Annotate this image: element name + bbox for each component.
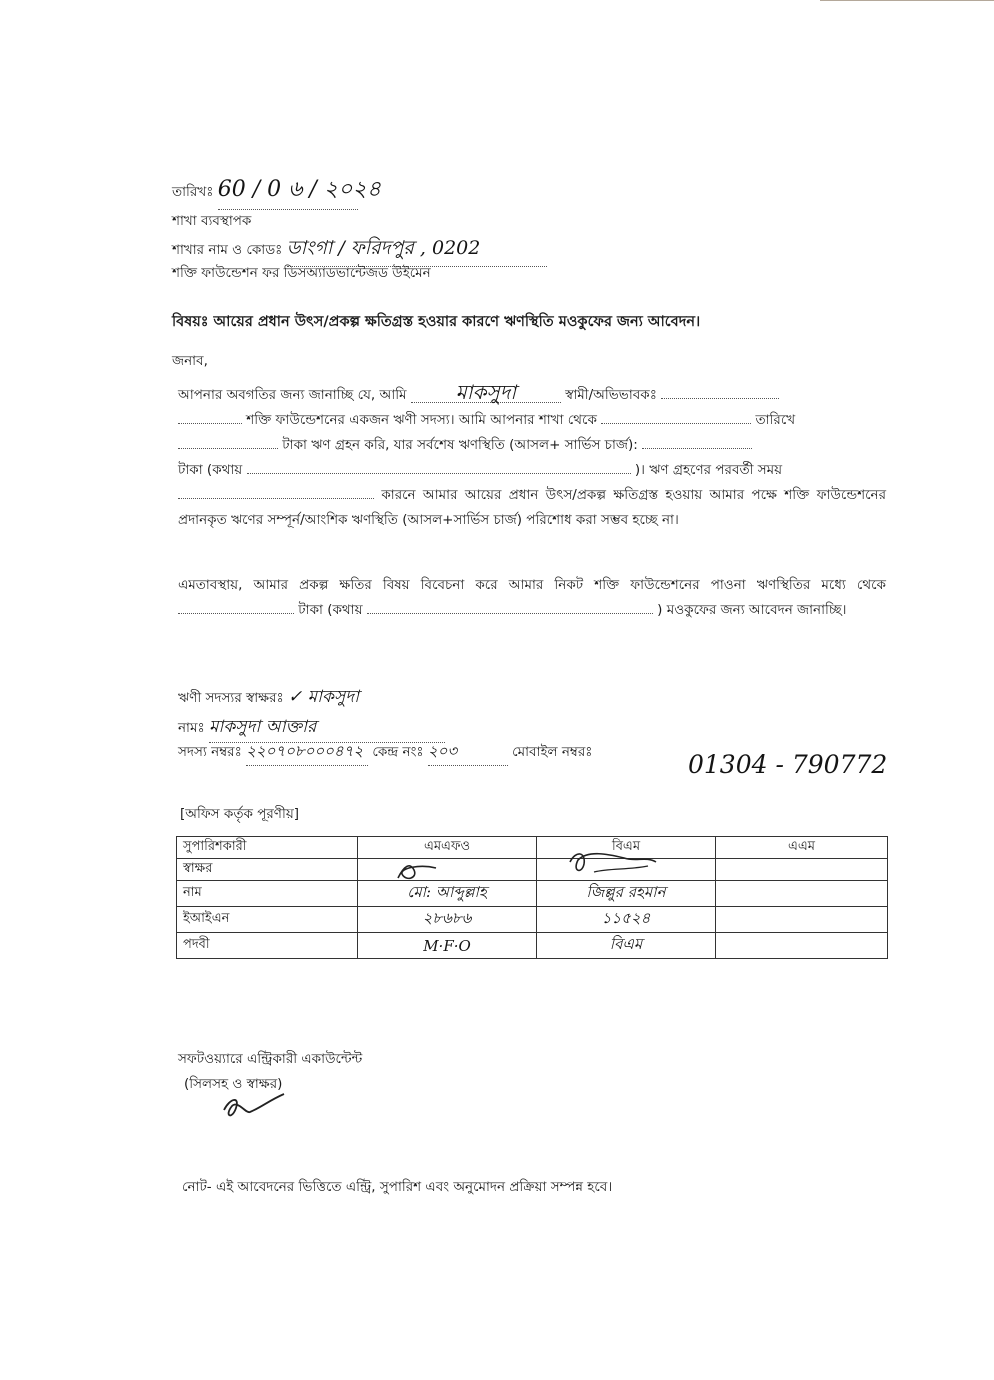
- guardian-blank: [661, 398, 779, 399]
- accountant-title: সফটওয়্যারে এন্ট্রিকারী একাউন্টেন্ট: [178, 1051, 363, 1067]
- subject-line: বিষয়ঃ আয়ের প্রধান উৎস/প্রকল্প ক্ষতিগ্রস্ত হওয়ার কারণে ঋণস্থিতি মওকুফের জন্য আবেদন।: [172, 314, 701, 330]
- am-signature-cell: [716, 859, 888, 881]
- accountant-seal-note: (সিলসহ ও স্বাক্ষর): [184, 1076, 283, 1092]
- signature-label: ঋণী সদস্যর স্বাক্ষরঃ: [178, 690, 284, 706]
- body-text: টাকা (কথায়: [298, 602, 363, 618]
- bm-designation: বিএম: [537, 933, 716, 959]
- balance-blank: [642, 448, 752, 449]
- date-line: [172, 172, 381, 210]
- organization-name: শক্তি ফাউন্ডেশন ফর ডিসঅ্যাডভান্টেজড উইমেন: [172, 265, 431, 281]
- body-text: তারিখে: [755, 412, 796, 428]
- salutation: জনাব,: [172, 353, 208, 369]
- table-row: [177, 837, 888, 859]
- row-label-signature: স্বাক্ষর: [177, 859, 358, 881]
- center-label: কেন্দ্র নংঃ: [372, 744, 424, 760]
- bm-name: জিল্লুর রহমান: [537, 881, 716, 907]
- office-caption: [অফিস কর্তৃক পূরণীয়]: [180, 806, 300, 822]
- body-paragraph-2: [178, 573, 886, 623]
- mobile-number: 01304 - 790772: [688, 750, 888, 779]
- mfo-signature-scribble: [380, 856, 450, 886]
- table-row: [177, 881, 888, 907]
- branch-label: শাখার নাম ও কোডঃ: [172, 242, 283, 258]
- table-row: [177, 933, 888, 959]
- amount-words-blank: [247, 473, 631, 474]
- mfo-ein: ২৮৬৮৬: [358, 907, 537, 933]
- center-number: ২০৩: [428, 740, 508, 766]
- body-text: শক্তি ফাউন্ডেশনের একজন ঋণী সদস্য। আমি আপনার শাখা থেকে: [246, 412, 597, 428]
- reason-blank: [178, 498, 374, 499]
- body-text: স্বামী/অভিভাবকঃ: [565, 387, 657, 403]
- member-name: মাকসুদা আক্তার: [209, 714, 445, 743]
- recipient-designation: শাখা ব্যবস্থাপক: [172, 213, 252, 229]
- date-label: তারিখঃ: [172, 184, 214, 200]
- am-name-cell: [716, 881, 888, 907]
- header-mfo: এমএফও: [358, 837, 537, 859]
- am-ein-cell: [716, 907, 888, 933]
- date-value: 60 / 0 ৬ / ২০২৪: [218, 172, 358, 210]
- body-text: টাকা (কথায়: [178, 462, 243, 478]
- table-row: [177, 907, 888, 933]
- body-text: ) মওকুফের জন্য আবেদন জানাচ্ছি।: [657, 602, 847, 618]
- member-signature: ✓ মাকসুদা: [288, 687, 360, 707]
- body-paragraph-1: [178, 382, 886, 533]
- mobile-label: মোবাইল নম্বরঃ: [512, 744, 593, 760]
- header-bm: বিএম: [537, 837, 716, 859]
- scan-edge-line: [820, 0, 994, 1]
- footer-note: নোট- এই আবেদনের ভিত্তিতে এন্ট্রি, সুপারিশ এবং অনুমোদন প্রক্রিয়া সম্পন্ন হবে।: [182, 1179, 613, 1195]
- table-row: [177, 859, 888, 881]
- row-label-name: নাম: [177, 881, 358, 907]
- am-designation-cell: [716, 933, 888, 959]
- member-id: ২২০৭০৮০০০৪৭২: [246, 740, 368, 766]
- body-text: কারনে আমার আয়ের প্রধান উৎস/প্রকল্প ক্ষতিগ্রস্ত হওয়ায় আমার পক্ষে শক্তি ফাউন্ডেশনের প্রদানকৃত ঋণের সম্পূর্ন/আংশিক ঋণস্থিতি (আসল+সার্ভিস চার্জ) পরিশোধ করা সম্ভব হচ্ছে না।: [178, 487, 886, 528]
- guardian-blank-cont: [178, 423, 242, 424]
- mfo-name: মো: আব্দুল্লাহ: [358, 881, 537, 907]
- mfo-designation: M·F·O: [358, 933, 537, 959]
- loan-amount-blank: [178, 448, 278, 449]
- body-text: আপনার অবগতির জন্য জানাচ্ছি যে, আমি: [178, 387, 407, 403]
- branch-value: ডাংগা / ফরিদপুর , 0202: [287, 234, 547, 267]
- member-id-label: সদস্য নম্বরঃ: [178, 744, 242, 760]
- header-am: এএম: [716, 837, 888, 859]
- body-text: টাকা ঋণ গ্রহন করি, যার সর্বশেষ ঋণস্থিতি (আসল+ সার্ভিস চার্জ):: [282, 437, 638, 453]
- name-label: নামঃ: [178, 720, 205, 736]
- body-text: এমতাবস্থায়, আমার প্রকল্প ক্ষতির বিষয় বিবেচনা করে আমার নিকট শক্তি ফাউন্ডেশনের পাওনা ঋণস্থিতির মধ্যে থেকে: [178, 577, 886, 593]
- applicant-name: মাকসুদা: [411, 382, 561, 403]
- waiver-words-blank: [367, 613, 653, 614]
- bm-signature-scribble: [564, 848, 664, 882]
- row-label-designation: পদবী: [177, 933, 358, 959]
- row-label-ein: ইআইএন: [177, 907, 358, 933]
- member-signature-line: [178, 684, 359, 712]
- waiver-amount-blank: [178, 613, 294, 614]
- accountant-signature-scribble: [220, 1090, 290, 1124]
- member-name-line: [178, 714, 445, 743]
- member-number-line: [178, 740, 593, 766]
- bm-ein: ১১৫২৪: [537, 907, 716, 933]
- header-recommender: সুপারিশকারী: [177, 837, 358, 859]
- loan-date-blank: [601, 423, 751, 424]
- office-table: [176, 836, 888, 959]
- body-text: )। ঋণ গ্রহণের পরবর্তী সময়: [634, 462, 783, 478]
